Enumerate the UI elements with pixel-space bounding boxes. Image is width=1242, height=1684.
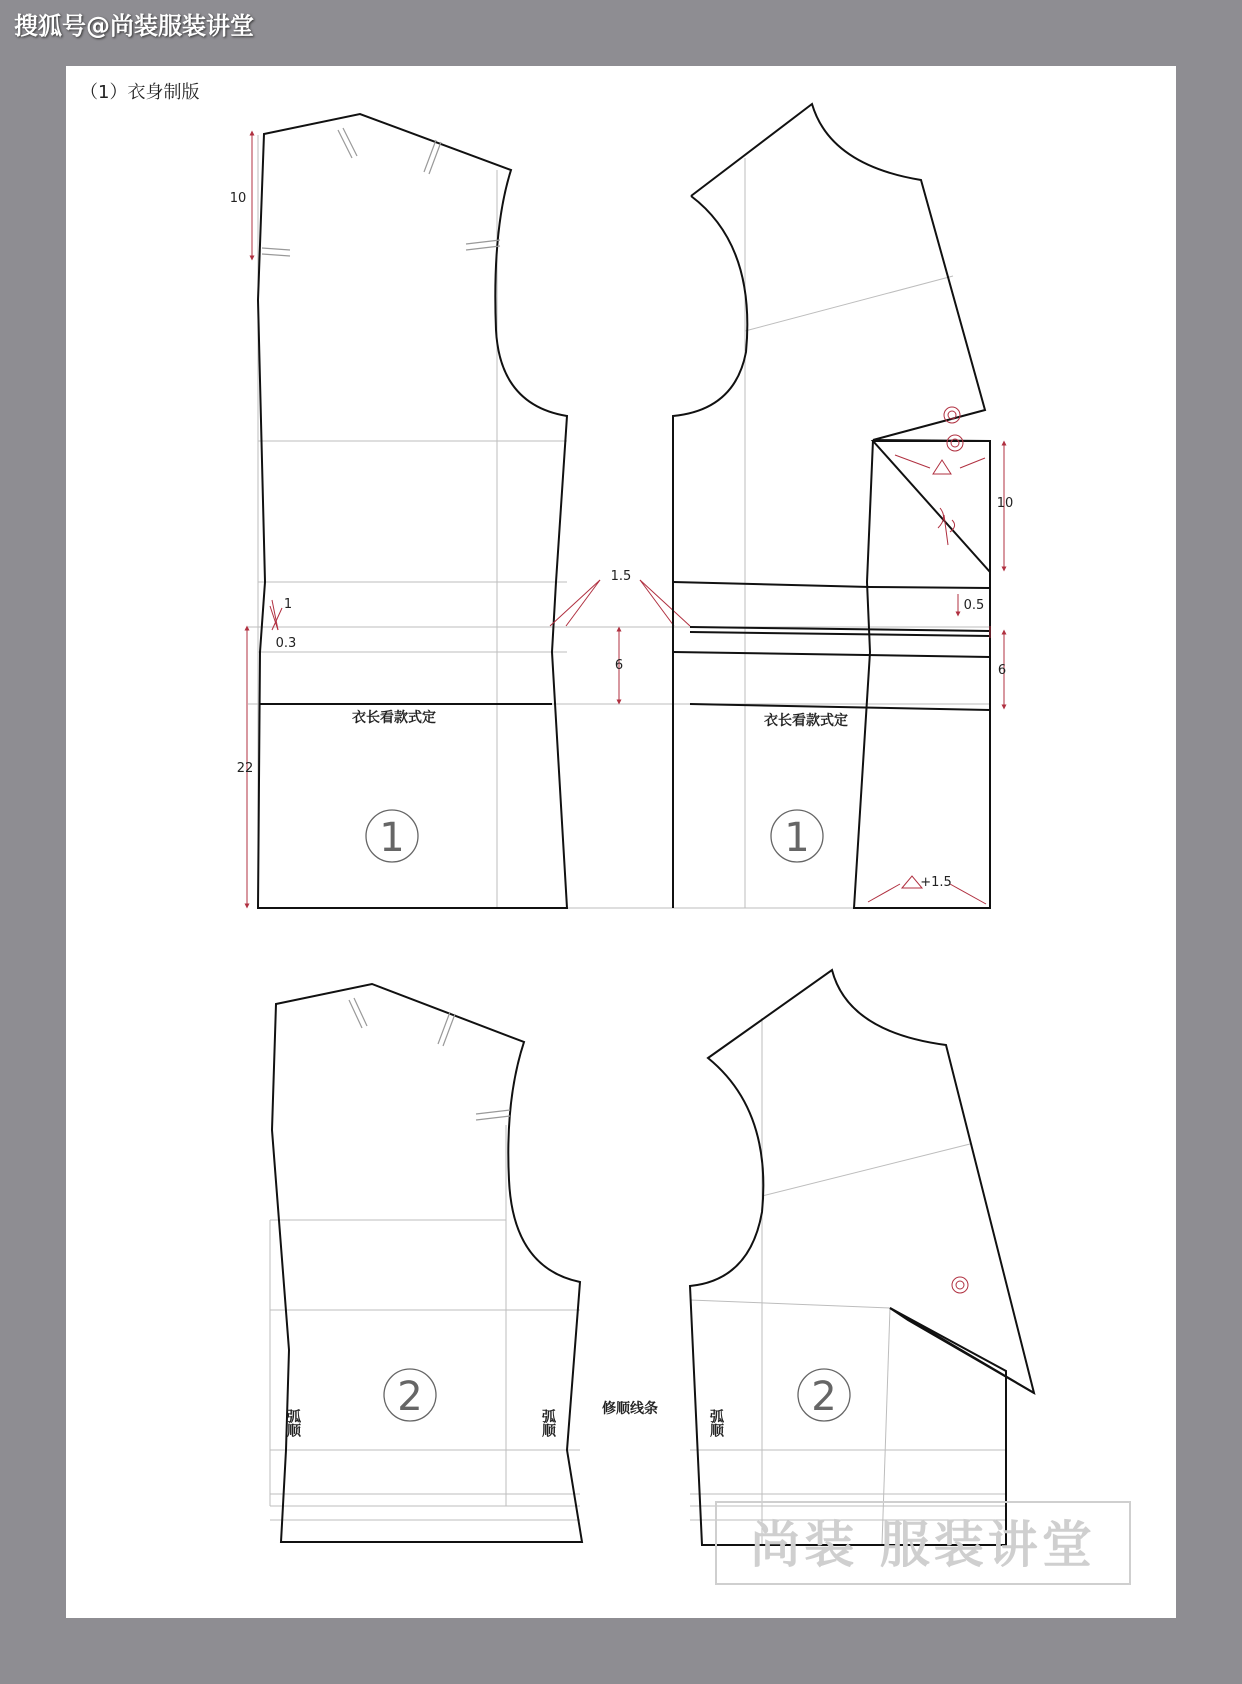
dimension-back-top bbox=[230, 133, 252, 258]
step1-back-outline bbox=[258, 114, 567, 908]
dimension-back-side-03: 0.3 bbox=[275, 636, 297, 651]
step2-back-outline bbox=[272, 984, 582, 1542]
step1-front-number: 1 bbox=[784, 815, 810, 861]
step1-front-length-note: 衣长看款式定 bbox=[764, 713, 848, 729]
step2-front-outline bbox=[690, 970, 1034, 1545]
step2-center-note: 修顺线条 bbox=[602, 1401, 658, 1417]
step2-back-piece bbox=[270, 984, 582, 1542]
dimension-front-10: 10 bbox=[996, 496, 1014, 511]
step2-back-number: 2 bbox=[397, 1374, 423, 1420]
dimension-front-6: 6 bbox=[997, 663, 1007, 678]
dimension-center-15: 1.5 bbox=[610, 569, 632, 584]
step2-front-piece bbox=[690, 970, 1034, 1545]
dimension-center-6: 6 bbox=[614, 658, 624, 673]
step1-back-guides bbox=[248, 135, 990, 908]
step1-back-number: 1 bbox=[379, 815, 405, 861]
dimension-front-05: 0.5 bbox=[963, 598, 985, 613]
step2-front-note: 弧顺 bbox=[708, 1409, 724, 1437]
svg-text:10: 10 bbox=[229, 191, 247, 206]
section-heading: （1）衣身制版 bbox=[80, 82, 200, 103]
dimension-back-bottom bbox=[237, 628, 254, 906]
step2-back-left-note: 弧顺 bbox=[285, 1409, 301, 1437]
step1-center-dimensions bbox=[550, 569, 690, 702]
step2-back-right-note: 弧顺 bbox=[540, 1409, 556, 1437]
source-watermark: 搜狐号@尚装服装讲堂 bbox=[14, 12, 254, 40]
step2-front-number: 2 bbox=[811, 1374, 837, 1420]
svg-text:22: 22 bbox=[236, 761, 254, 776]
svg-text:尚装 服装讲堂: 尚装 服装讲堂 bbox=[750, 1516, 1096, 1574]
step1-back-piece bbox=[230, 114, 990, 908]
dimension-front-hem: +1.5 bbox=[920, 875, 952, 890]
step1-front-piece bbox=[673, 104, 1013, 908]
brand-watermark bbox=[716, 1502, 1130, 1584]
step1-front-outline bbox=[673, 104, 990, 908]
dimension-back-side-1: 1 bbox=[283, 597, 293, 612]
step1-back-length-note: 衣长看款式定 bbox=[352, 710, 436, 726]
